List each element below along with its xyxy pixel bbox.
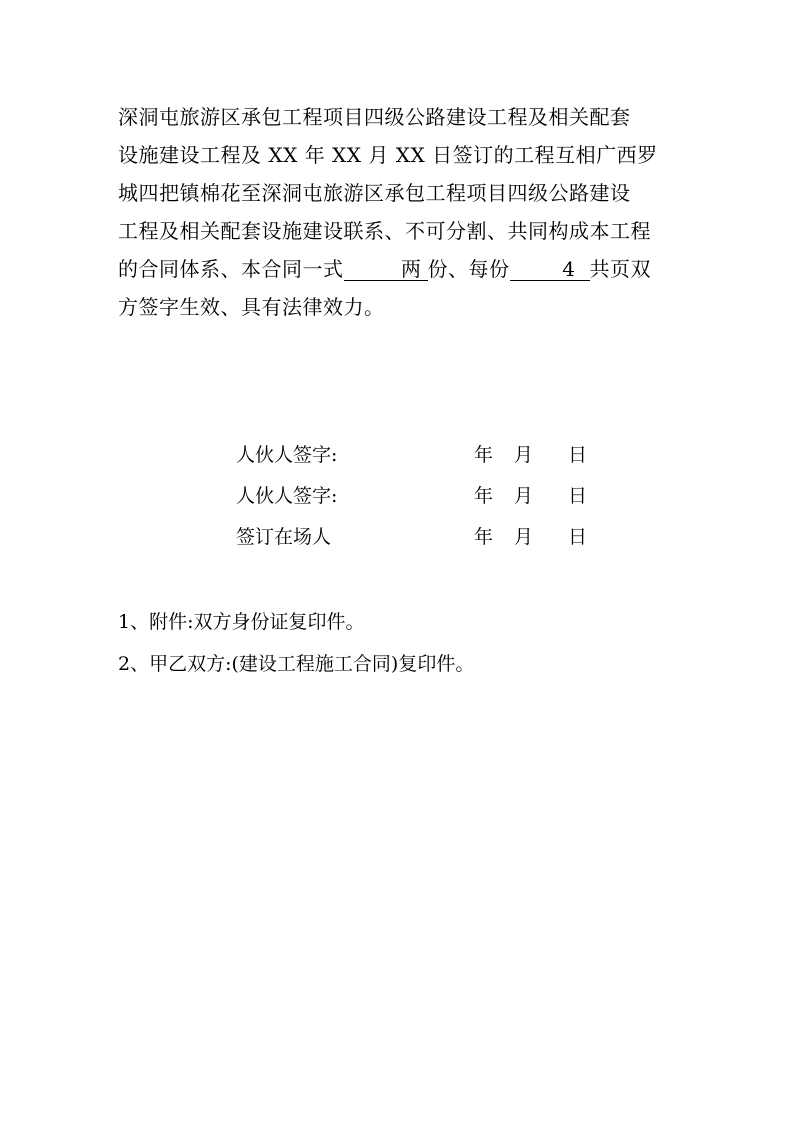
- signature-month: 月: [514, 444, 534, 466]
- paragraph-line-5: [118, 250, 678, 288]
- signature-month: 月: [514, 526, 534, 548]
- signature-label: 人伙人签字:: [236, 444, 338, 466]
- signature-day: 日: [568, 444, 588, 466]
- signature-day: 日: [568, 485, 588, 507]
- paragraph-line-4: 工程及相关配套设施建设联系、不可分割、共同构成本工程: [118, 219, 651, 243]
- pages-prefix: 份、每份: [427, 257, 510, 281]
- signature-year: 年: [474, 526, 494, 548]
- pages-count-blank: 4: [510, 258, 590, 281]
- paragraph-line-1: 深洞屯旅游区承包工程项目四级公路建设工程及相关配套: [118, 105, 631, 129]
- pages-suffix: 共页双: [589, 257, 651, 281]
- contract-paragraph: [118, 98, 678, 326]
- copies-count-blank: 两: [344, 258, 428, 281]
- signature-month: 月: [514, 485, 534, 507]
- copies-prefix: 的合同体系、本合同一式: [118, 257, 344, 281]
- paragraph-line-6: 方签字生效、具有法律效力。: [118, 295, 385, 319]
- signature-day: 日: [568, 526, 588, 548]
- signature-year: 年: [474, 444, 494, 466]
- paragraph-line-3: 城四把镇棉花至深洞屯旅游区承包工程项目四级公路建设: [118, 181, 631, 205]
- signature-label: 人伙人签字:: [236, 485, 338, 507]
- attachment-note-2: 2、甲乙双方:(建设工程施工合同)复印件。: [118, 653, 475, 675]
- signature-label: 签订在场人: [236, 526, 332, 548]
- signature-year: 年: [474, 485, 494, 507]
- paragraph-line-2: 设施建设工程及 XX 年 XX 月 XX 日签订的工程互相广西罗: [118, 143, 658, 167]
- attachment-note-1: 1、附件:双方身份证复印件。: [118, 611, 365, 633]
